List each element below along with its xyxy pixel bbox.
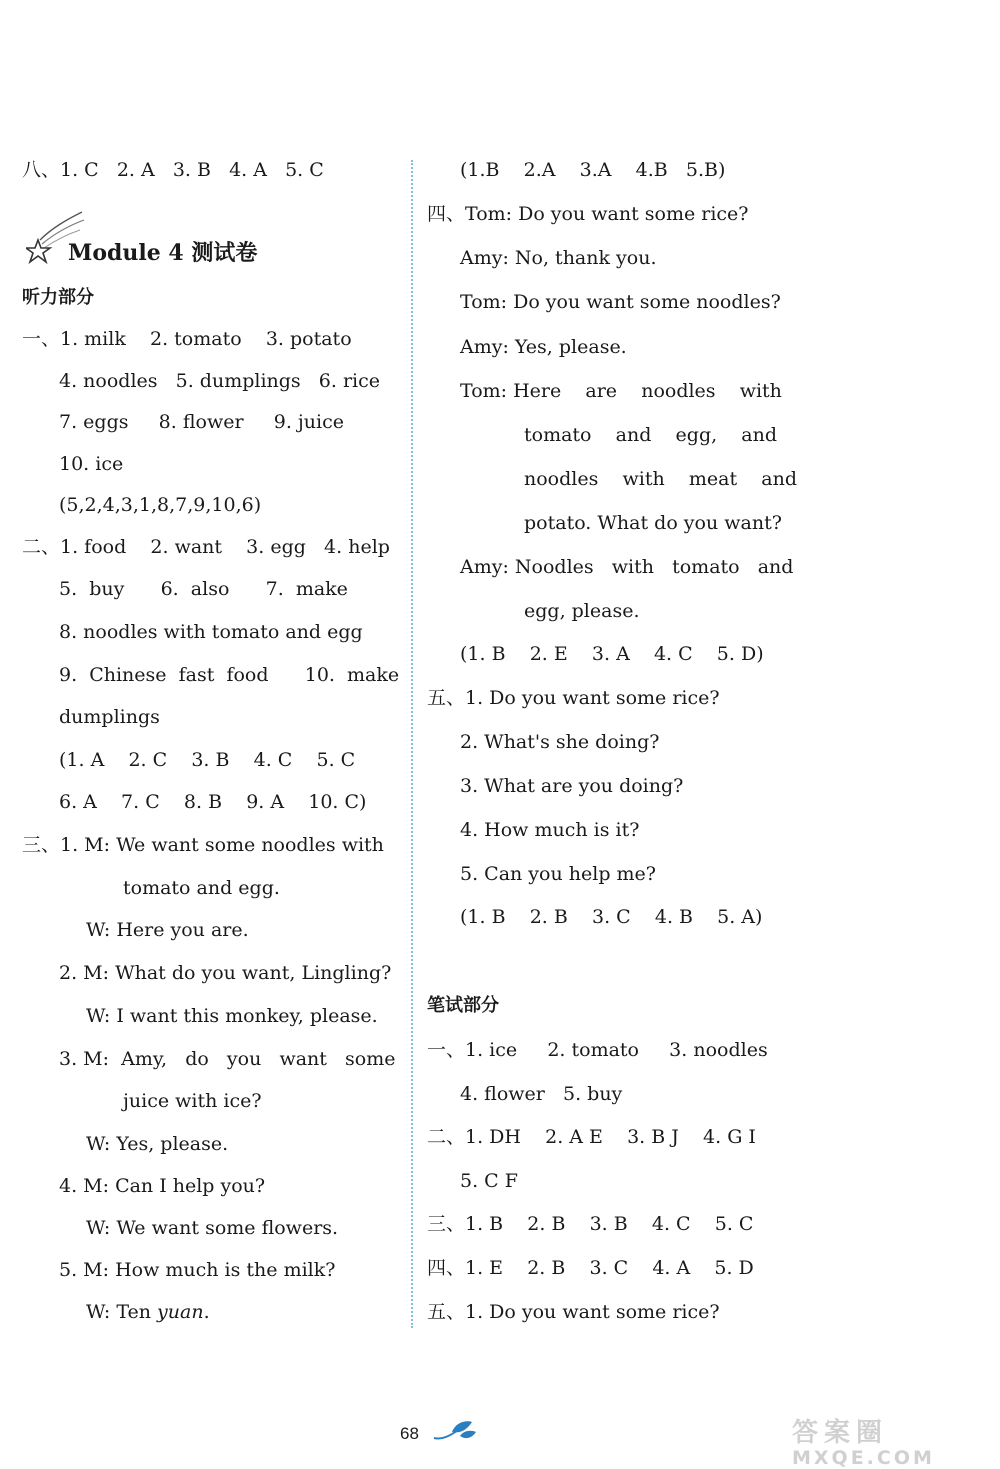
answer-line: 二、1. food 2. want 3. egg 4. help — [22, 536, 390, 558]
answer-line: tomato and egg. — [123, 877, 280, 899]
answer-line: Amy: Yes, please. — [460, 336, 627, 358]
answer-line: 一、1. milk 2. tomato 3. potato — [22, 328, 352, 350]
answer-line: 二、1. DH 2. A E 3. B J 4. G I — [427, 1126, 756, 1148]
module-title: Module 4 测试卷 — [68, 240, 258, 266]
answer-line: 5. buy 6. also 7. make — [59, 578, 348, 600]
watermark-logo — [792, 1412, 990, 1469]
answer-line: egg, please. — [524, 600, 640, 622]
answer-line: W: Here you are. — [86, 919, 249, 941]
answer-line: 五、1. Do you want some rice? — [427, 1301, 720, 1323]
answer-line: (1. A 2. C 3. B 4. C 5. C — [59, 749, 356, 771]
section-heading-listening: 听力部分 — [22, 287, 94, 308]
answer-line: 9. Chinese fast food 10. make — [59, 664, 400, 686]
answer-line: 三、1. M: We want some noodles with — [22, 834, 384, 856]
answer-line: tomato and egg, and — [524, 424, 778, 446]
answer-line: 5. C F — [460, 1170, 518, 1192]
answer-line: 四、Tom: Do you want some rice? — [427, 203, 749, 225]
answer-line: dumplings — [59, 706, 160, 728]
answer-line: (1. B 2. B 3. C 4. B 5. A) — [460, 906, 763, 928]
answer-line: 2. M: What do you want, Lingling? — [59, 962, 392, 984]
answer-line: 五、1. Do you want some rice? — [427, 687, 720, 709]
answer-line: W: Yes, please. — [86, 1133, 229, 1155]
column-divider — [411, 160, 413, 1328]
answer-line: 2. What's she doing? — [460, 731, 660, 753]
page-number: 68 — [400, 1424, 419, 1443]
answer-line: (5,2,4,3,1,8,7,9,10,6) — [59, 494, 262, 516]
answer-line: Amy: Noodles with tomato and — [460, 556, 794, 578]
answer-line: (1.B 2.A 3.A 4.B 5.B) — [460, 159, 726, 181]
answer-line: Tom: Do you want some noodles? — [460, 291, 781, 313]
answer-line: W: I want this monkey, please. — [86, 1005, 378, 1027]
answer-line — [86, 1300, 210, 1324]
answer-line: 8. noodles with tomato and egg — [59, 621, 363, 643]
answer-text: W: Ten — [86, 1301, 158, 1323]
answer-text: . — [203, 1301, 210, 1323]
answer-line: Tom: Here are noodles with — [460, 380, 782, 402]
answer-line: W: We want some flowers. — [86, 1217, 339, 1239]
answer-line: 4. M: Can I help you? — [59, 1175, 266, 1197]
leaf-ornament-icon — [432, 1418, 478, 1444]
answer-line: (1. B 2. E 3. A 4. C 5. D) — [460, 643, 764, 665]
answer-line: 一、1. ice 2. tomato 3. noodles — [427, 1039, 768, 1061]
answer-line: 3. What are you doing? — [460, 775, 684, 797]
answer-line: Amy: No, thank you. — [460, 247, 657, 269]
answer-line: juice with ice? — [123, 1090, 262, 1112]
answer-line: 四、1. E 2. B 3. C 4. A 5. D — [427, 1257, 754, 1279]
answer-line: 4. flower 5. buy — [460, 1083, 623, 1105]
answer-line: 4. noodles 5. dumplings 6. rice — [59, 370, 381, 392]
answer-line: 5. Can you help me? — [460, 863, 656, 885]
answer-line: 八、1. C 2. A 3. B 4. A 5. C — [22, 159, 324, 181]
answer-line: 4. How much is it? — [460, 819, 640, 841]
answer-line: 10. ice — [59, 453, 124, 475]
answer-line: 三、1. B 2. B 3. B 4. C 5. C — [427, 1213, 754, 1235]
answer-line: 6. A 7. C 8. B 9. A 10. C) — [59, 791, 367, 813]
answer-line: 7. eggs 8. flower 9. juice — [59, 411, 345, 433]
answer-line: 3. M: Amy, do you want some — [59, 1048, 396, 1070]
answer-text-italic: yuan — [157, 1301, 204, 1323]
answer-line: 5. M: How much is the milk? — [59, 1259, 336, 1281]
section-heading-writing: 笔试部分 — [427, 995, 499, 1016]
watermark-text-en: MXQE.COM — [792, 1447, 935, 1469]
watermark-text-cn: 答案圈 — [792, 1418, 889, 1448]
answer-line: noodles with meat and — [524, 468, 797, 490]
answer-line: potato. What do you want? — [524, 512, 782, 534]
